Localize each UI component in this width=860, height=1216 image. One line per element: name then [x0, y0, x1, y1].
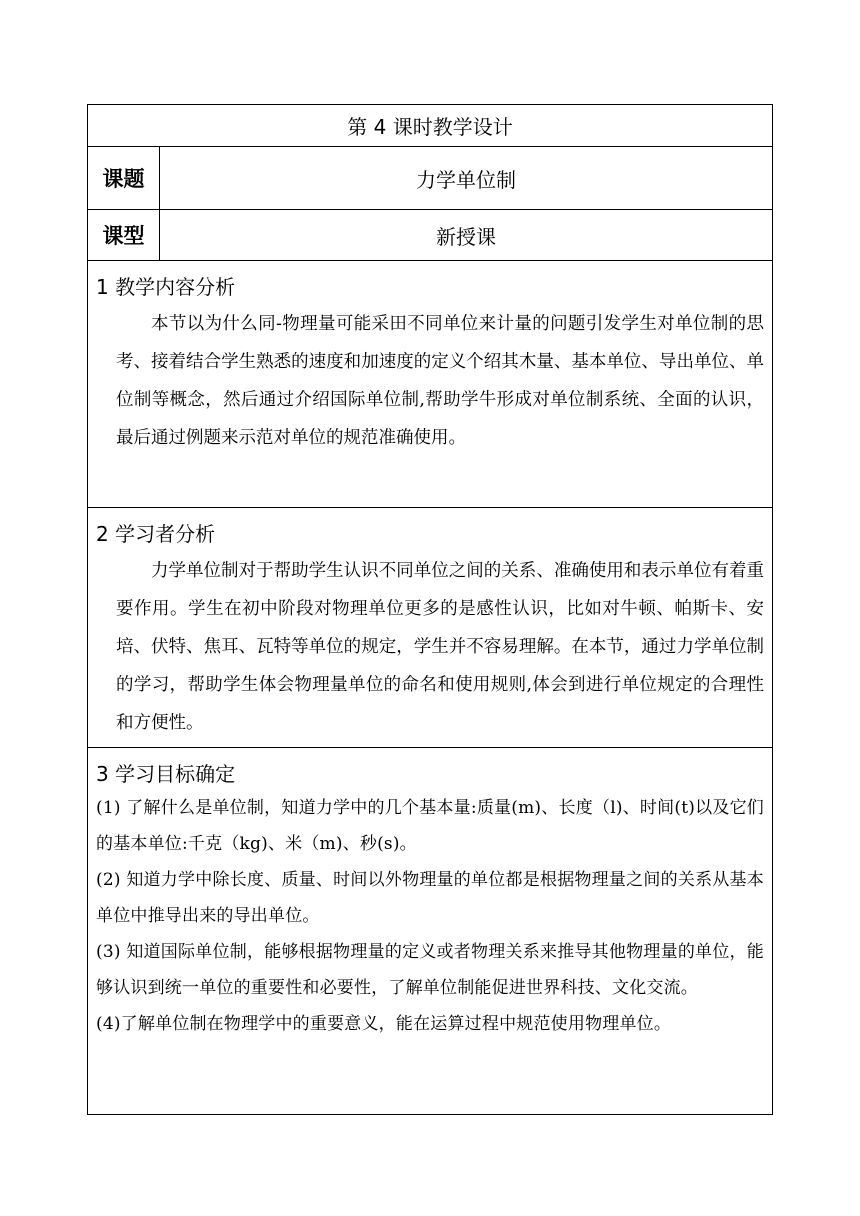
- content-analysis-heading: 1 教学内容分析: [96, 275, 236, 299]
- table-title-row: [88, 105, 772, 147]
- learner-analysis-paragraph: 力学单位制对于帮助学生认识不同单位之间的关系、准确使用和表示单位有着重要作用。学生在初中阶段对物理单位更多的是感性认识，比如对牛顿、帕斯卡、安培、伏特、焦耳、瓦特等单位的规定，学生并不容易理解。在本节，通过力学单位制的学习，帮助学生体会物理量单位的命名和使用规则,体会到进行单位规定的合理性和方便性。: [116, 561, 764, 733]
- topic-label: 课题: [88, 147, 160, 209]
- learner-analysis-section: [88, 508, 772, 748]
- learning-goal-item: (4)了解单位制在物理学中的重要意义，能在运算过程中规范使用物理单位。: [96, 1014, 672, 1034]
- lesson-design-table: [87, 104, 773, 1115]
- learning-goal-item: (2) 知道力学中除长度、质量、时间以外物理量的单位都是根据物理量之间的关系从基本单位中推导出来的导出单位。: [96, 870, 764, 926]
- content-analysis-paragraph: 本节以为什么同-物理量可能采田不同单位来计量的问题引发学生对单位制的思考、接着结合学生熟悉的速度和加速度的定义个绍其木量、基本单位、导出单位、单位制等概念，然后通过介绍国际单位制,帮助学牛形成对单位制系统、全面的认识，最后通过例题来示范对单位的规范准确使用。: [116, 314, 764, 448]
- content-analysis-section: [88, 261, 772, 508]
- lesson-type-label: 课型: [88, 210, 160, 260]
- learning-goal-item: (3) 知道国际单位制，能够根据物理量的定义或者物理关系来推导其他物理量的单位，能够认识到统一单位的重要性和必要性，了解单位制能促进世界科技、文化交流。: [96, 942, 764, 998]
- learning-goals-heading: 3 学习目标确定: [96, 762, 236, 786]
- learning-goals-section: [88, 748, 772, 1114]
- lesson-type-row: [88, 210, 772, 261]
- learning-goal-item: (1) 了解什么是单位制，知道力学中的几个基本量:质量(m)、长度（l)、时间(t)以及它们的基本单位:千克（kg)、米（m)、秒(s)。: [96, 798, 764, 854]
- topic-value: 力学单位制: [416, 167, 516, 192]
- learner-analysis-heading: 2 学习者分析: [96, 522, 216, 546]
- document-title: 第 4 课时教学设计: [347, 115, 513, 139]
- topic-row: [88, 147, 772, 210]
- lesson-type-value: 新授课: [436, 224, 496, 249]
